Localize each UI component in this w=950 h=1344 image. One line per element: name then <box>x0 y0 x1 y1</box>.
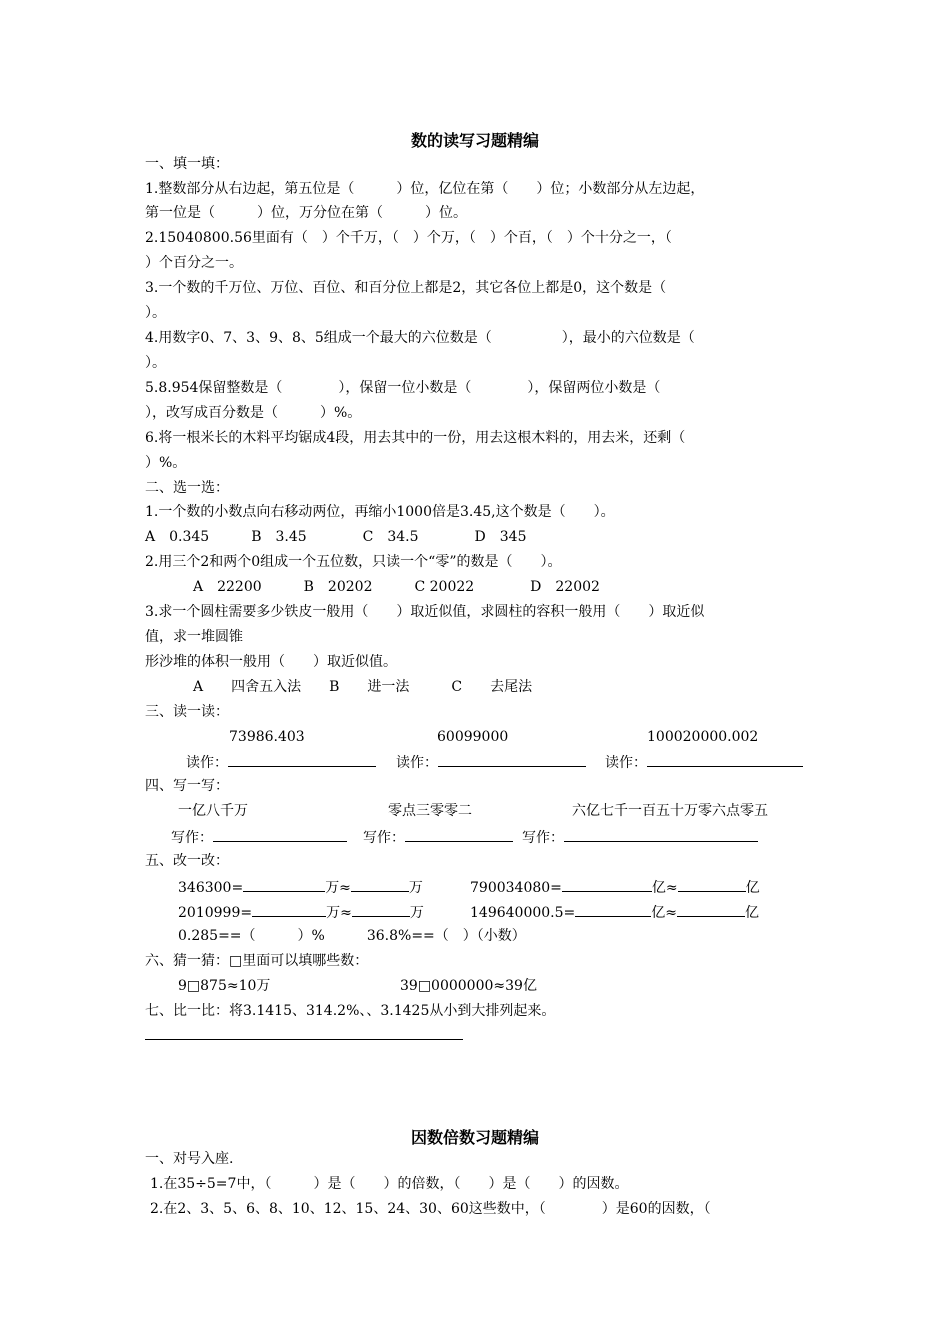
question-text: 第一位是（ ）位，万分位在第（ ）位。 <box>145 205 467 221</box>
answer-blank[interactable] <box>438 752 586 767</box>
question-text: 形沙堆的体积一般用（ ）取近似值。 <box>145 654 397 670</box>
convert-number: 790034080= <box>470 880 562 896</box>
part3-heading: 三、读一读： <box>145 704 229 720</box>
question-text: 值，求一堆圆锥 <box>145 629 243 645</box>
answer-blank[interactable] <box>564 827 758 842</box>
write-label: 写作： <box>363 830 405 846</box>
read-answer <box>605 752 803 772</box>
convert-number: 2010999= <box>178 905 253 921</box>
question-text: 3.一个数的千万位、万位、百位、和百分位上都是2，其它各位上都是0，这个数是（ <box>145 280 667 296</box>
convert-row <box>178 902 424 922</box>
unit-text: 万 <box>408 880 423 896</box>
question-text: 1.整数部分从右边起，第五位是（ ）位，亿位在第（ ）位；小数部分从左边起， <box>145 181 705 197</box>
write-label: 写作： <box>171 830 213 846</box>
write-answer <box>522 827 758 847</box>
read-label: 读作： <box>605 755 647 771</box>
part1-heading: 一、对号入座. <box>145 1151 234 1167</box>
read-number: 73986.403 <box>229 729 305 745</box>
part7-heading: 七、比一比：将3.1415、314.2%、、3.1425从小到大排列起来。 <box>145 1003 556 1019</box>
convert-number: 149640000.5= <box>470 905 576 921</box>
convert-number: 346300= <box>178 880 244 896</box>
question-text: 5.8.954保留整数是（ ），保留一位小数是（ ），保留两位小数是（ <box>145 380 661 396</box>
unit-text: 亿 <box>745 880 760 896</box>
answer-blank[interactable] <box>213 827 347 842</box>
guess-item: 9□875≈10万 <box>178 978 271 994</box>
question-text: ）。 <box>145 355 166 371</box>
answer-blank[interactable] <box>228 752 376 767</box>
unit-text: 万≈ <box>326 905 352 921</box>
answer-blank[interactable] <box>677 902 745 917</box>
write-answer <box>171 827 347 847</box>
answer-blank[interactable] <box>405 827 513 842</box>
unit-text: 万 <box>409 905 424 921</box>
unit-text: 亿≈ <box>651 905 677 921</box>
read-number: 100020000.002 <box>647 729 759 745</box>
read-number: 60099000 <box>437 729 509 745</box>
part5-heading: 五、改一改： <box>145 853 229 869</box>
answer-blank[interactable] <box>243 877 325 892</box>
write-words: 零点三零零二 <box>388 803 472 819</box>
read-label: 读作： <box>186 755 228 771</box>
convert-row <box>178 877 423 897</box>
question-text: 2.15040800.56里面有（ ）个千万，（ ）个万，（ ）个百，（ ）个十分之一，（ <box>145 230 672 246</box>
question-text: ），改写成百分数是（ ）%。 <box>145 405 362 421</box>
question-text: 6.将一根米长的木料平均锯成4段，用去其中的一份，用去这根木料的，用去米，还剩（ <box>145 430 686 446</box>
convert-row <box>470 877 760 897</box>
section-title: 因数倍数习题精编 <box>410 1128 539 1147</box>
question-text: 1.一个数的小数点向右移动两位，再缩小1000倍是3.45,这个数是（ ）。 <box>145 504 615 520</box>
answer-blank[interactable] <box>252 902 326 917</box>
part6-heading: 六、猜一猜：□里面可以填哪些数： <box>145 953 369 969</box>
question-text: 2.用三个2和两个0组成一个五位数，只读一个“零”的数是（ ）。 <box>145 554 562 570</box>
write-label: 写作： <box>522 830 564 846</box>
question-text: 3.求一个圆柱需要多少铁皮一般用（ ）取近似值，求圆柱的容积一般用（ ）取近似 <box>145 604 705 620</box>
question-options: A 四舍五入法 B 进一法 C 去尾法 <box>193 679 533 695</box>
answer-line[interactable] <box>145 1039 463 1040</box>
question-text: 1.在35÷5=7中，（ ）是（ ）的倍数，（ ）是（ ）的因数。 <box>150 1176 629 1192</box>
answer-blank[interactable] <box>352 902 410 917</box>
guess-item: 39□0000000≈39亿 <box>400 978 537 994</box>
question-text: 2.在2、3、5、6、8、10、12、15、24、30、60这些数中，（ ）是60的因数，（ <box>150 1201 711 1217</box>
write-answer <box>363 827 513 847</box>
part2-heading: 二、选一选： <box>145 480 229 496</box>
write-words: 一亿八千万 <box>178 803 248 819</box>
question-options: A 22200 B 20202 C 20022 D 22002 <box>193 579 600 595</box>
part4-heading: 四、写一写： <box>145 778 229 794</box>
convert-row: 0.285==（ ）% 36.8%==（ ）（小数） <box>178 928 526 944</box>
question-text: ）%。 <box>145 455 187 471</box>
read-label: 读作： <box>396 755 438 771</box>
question-options: A 0.345 B 3.45 C 34.5 D 345 <box>145 529 527 545</box>
answer-blank[interactable] <box>575 902 651 917</box>
answer-blank[interactable] <box>351 877 409 892</box>
read-answer <box>396 752 586 772</box>
unit-text: 亿≈ <box>651 880 678 896</box>
write-words: 六亿七千一百五十万零六点零五 <box>572 803 768 819</box>
answer-blank[interactable] <box>678 877 746 892</box>
unit-text: 万≈ <box>325 880 351 896</box>
read-answer <box>186 752 376 772</box>
question-text: 4.用数字0、7、3、9、8、5组成一个最大的六位数是（ ），最小的六位数是（ <box>145 330 695 346</box>
answer-blank[interactable] <box>562 877 652 892</box>
unit-text: 亿 <box>745 905 759 921</box>
section-title: 数的读写习题精编 <box>410 131 539 150</box>
part1-heading: 一、填一填： <box>145 156 229 172</box>
answer-blank[interactable] <box>647 752 803 767</box>
question-text: ）。 <box>145 305 166 321</box>
question-text: ）个百分之一。 <box>145 255 243 271</box>
convert-row <box>470 902 759 922</box>
